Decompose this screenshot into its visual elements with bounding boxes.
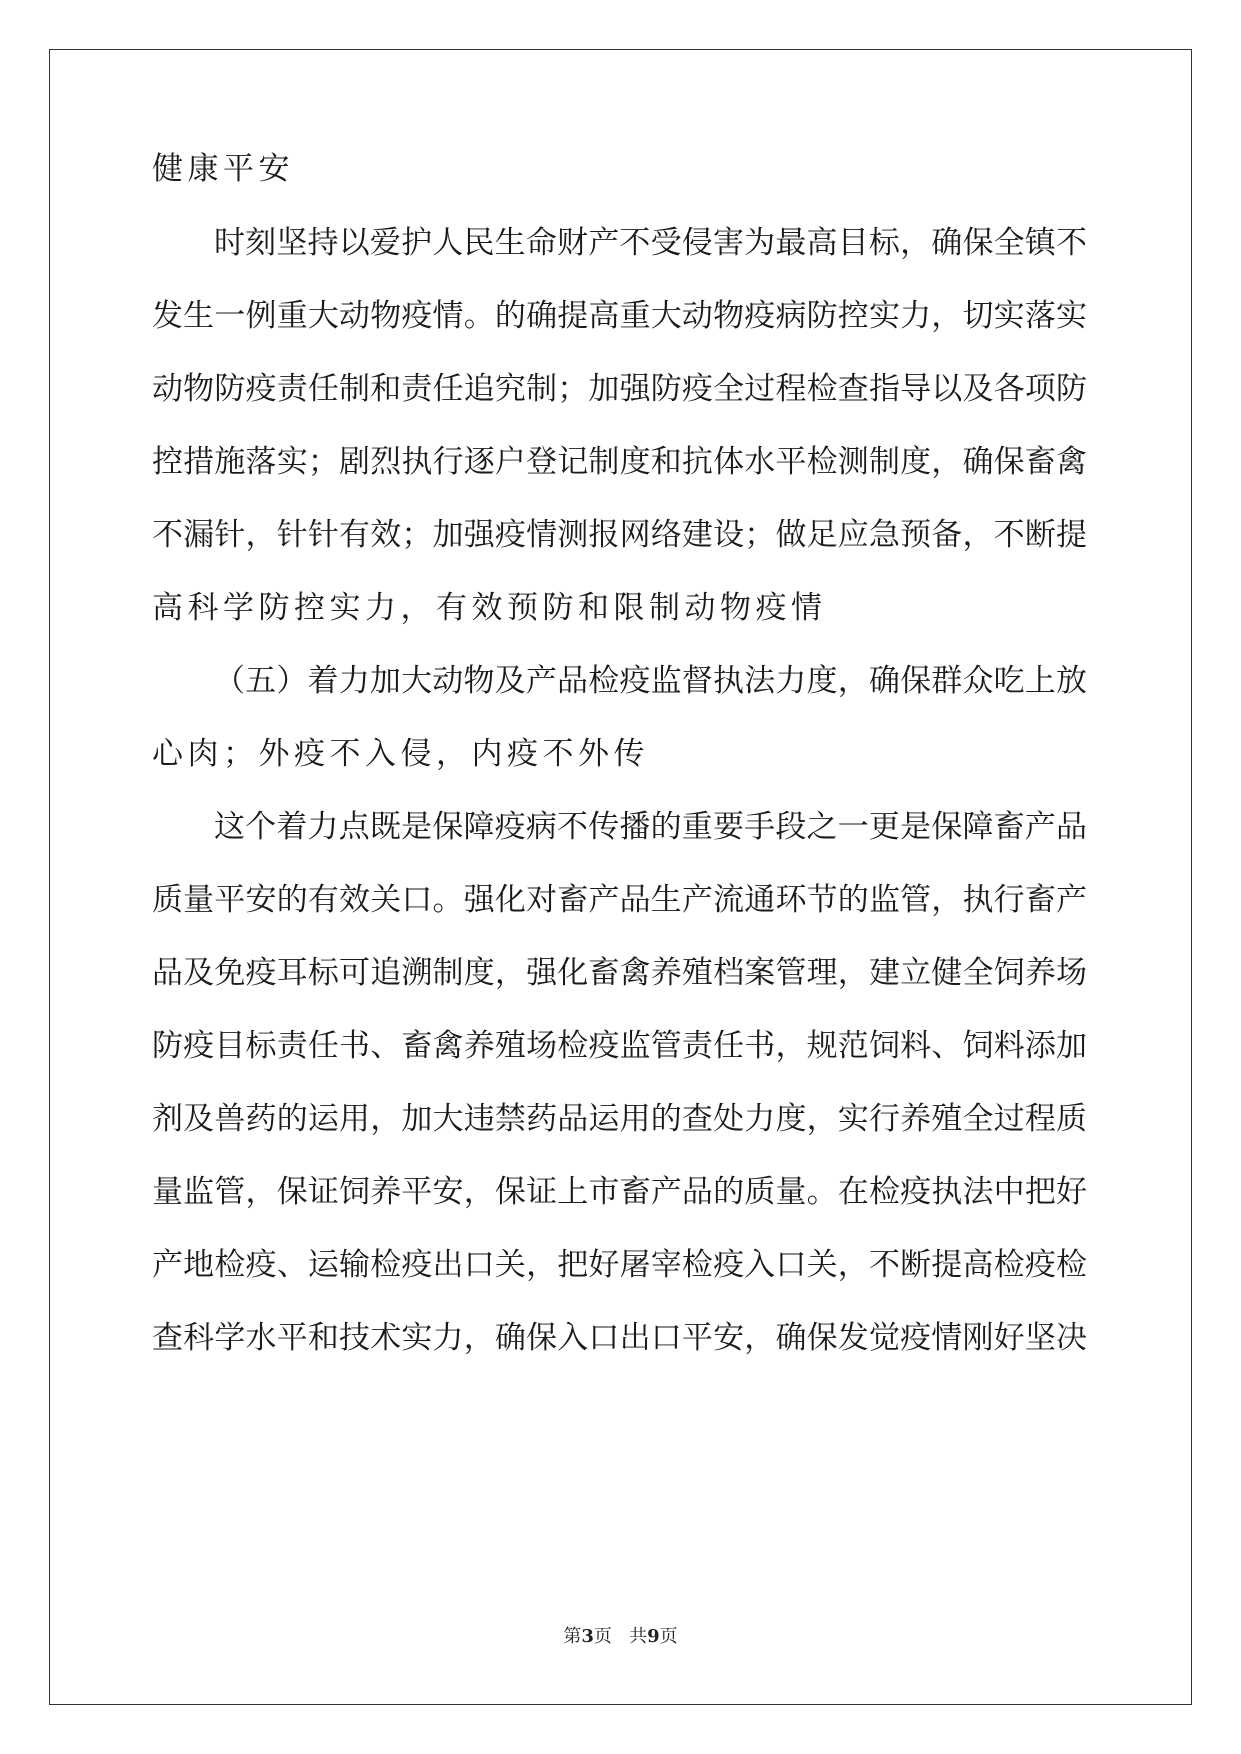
total-page-count: 9 <box>647 1626 660 1647</box>
footer-total-suffix: 页 <box>659 1626 678 1647</box>
footer-total-prefix: 共 <box>629 1626 648 1647</box>
text-line: 量监管，保证饲养平安，保证上市畜产品的质量。在检疫执法中把好 <box>152 1174 1087 1210</box>
text-line: 不漏针，针针有效；加强疫情测报网络建设；做足应急预备，不断提 <box>152 517 1087 553</box>
current-page-number: 3 <box>581 1626 594 1647</box>
paragraph-first-line: 这个着力点既是保障疫病不传播的重要手段之一更是保障畜产品 <box>214 809 1087 845</box>
section-heading-line: （五）着力加大动物及产品检疫监督执法力度，确保群众吃上放 <box>214 663 1087 699</box>
text-line: 动物防疫责任制和责任追究制；加强防疫全过程检查指导以及各项防 <box>152 371 1087 407</box>
text-line: 剂及兽药的运用，加大违禁药品运用的查处力度，实行养殖全过程质 <box>152 1101 1087 1137</box>
text-line: 产地检疫、运输检疫出口关，把好屠宰检疫入口关，不断提高检疫检 <box>152 1247 1087 1283</box>
text-line: 发生一例重大动物疫情。的确提高重大动物疫病防控实力，切实落实 <box>152 298 1087 334</box>
text-line: 品及免疫耳标可追溯制度，强化畜禽养殖档案管理，建立健全饲养场 <box>152 955 1087 991</box>
text-line: 控措施落实；剧烈执行逐户登记制度和抗体水平检测制度，确保畜禽 <box>152 444 1087 480</box>
text-line: 质量平安的有效关口。强化对畜产品生产流通环节的监管，执行畜产 <box>152 882 1087 918</box>
text-line: 防疫目标责任书、畜禽养殖场检疫监管责任书，规范饲料、饲料添加 <box>152 1028 1087 1064</box>
footer-prefix: 第 <box>563 1626 582 1647</box>
text-line: 查科学水平和技术实力，确保入口出口平安，确保发觉疫情刚好坚决 <box>152 1320 1087 1356</box>
page-footer <box>0 1625 1241 1649</box>
paragraph-first-line: 时刻坚持以爱护人民生命财产不受侵害为最高目标，确保全镇不 <box>214 225 1087 261</box>
text-line: 健康平安 <box>152 151 294 187</box>
text-line: 高科学防控实力，有效预防和限制动物疫情 <box>152 590 827 626</box>
text-line: 心肉；外疫不入侵，内疫不外传 <box>152 736 649 772</box>
footer-page-suffix: 页 <box>593 1626 612 1647</box>
